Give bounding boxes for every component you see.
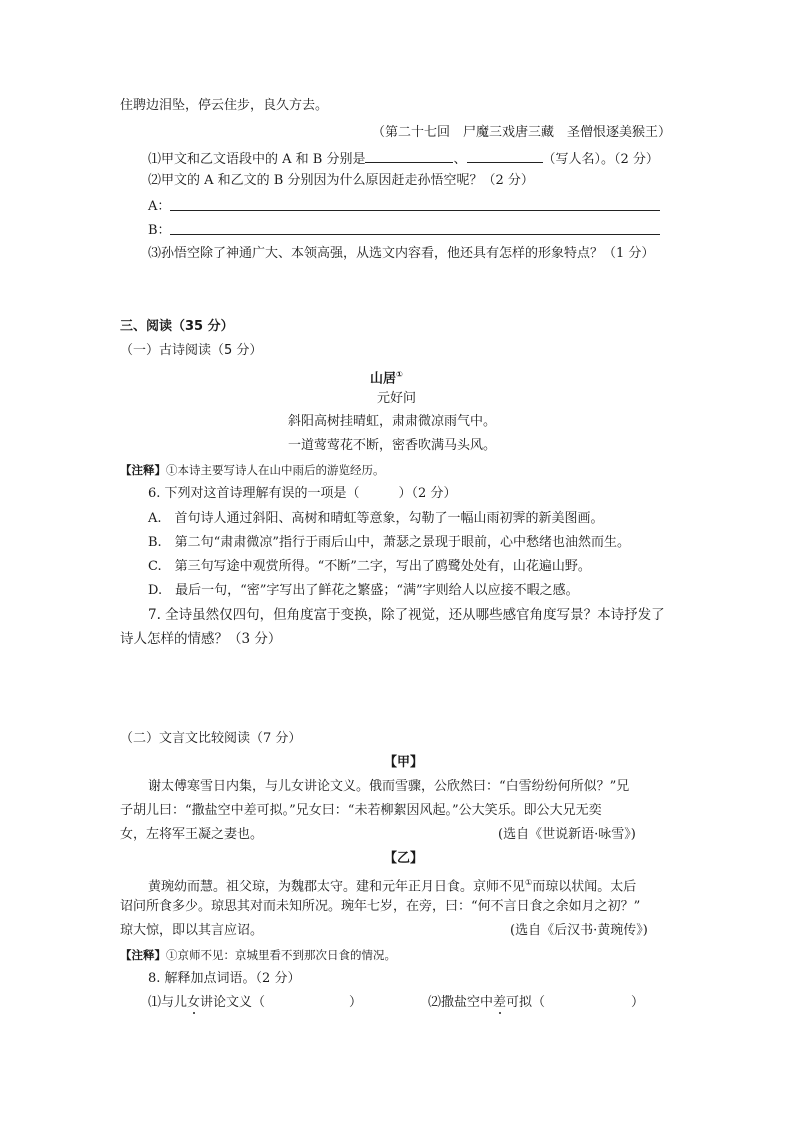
passage-line: [148, 874, 636, 896]
passage-line: 子胡儿曰：“撒盐空中差可拟。”兄女曰：“未若柳絮因风起。”公大笑乐。即公大兄无奕: [120, 803, 602, 818]
option-b: B. 第二句“肃肃微凉”指行于雨后山中，萧瑟之景现于眼前，心中愁绪也油然而生。: [148, 535, 630, 550]
annotation-label: 【注释】: [120, 948, 166, 962]
q8-text: 讲论文义（: [200, 995, 266, 1010]
passage-title-yi: 【乙】: [384, 851, 424, 866]
footnote-marker: ①: [525, 878, 533, 887]
passage-line: 诏问所食多少。琼思其对而未知所况。琬年七岁，在旁，曰：“何不言日食之余如月之初？”: [120, 899, 641, 914]
separator: 、: [453, 152, 467, 167]
passage-line: 谢太傅寒雪日内集，与儿女讲论文义。俄而雪骤，公欣然曰：“白雪纷纷何所似？”兄: [148, 779, 630, 794]
dotted-word: 差: [493, 995, 507, 1010]
passage-line: 女，左将军王凝之妻也。: [120, 827, 264, 842]
poem-title-text: 山居: [370, 371, 397, 387]
poem-line: 斜阳高树挂晴虹，肃肃微凉雨气中。: [288, 414, 497, 429]
q8-text: ⑵撒盐空中: [428, 995, 494, 1010]
option-d: D. 最后一句，“密”字写出了鲜花之繁盛；“满”字则给人以应接不暇之感。: [148, 583, 579, 598]
question-7: 7. 全诗虽然仅四句，但角度富于变换，除了视觉，还从哪些感官角度写景？本诗抒发了: [148, 607, 665, 623]
question-8: 8. 解释加点词语。（2 分）: [148, 971, 301, 986]
question-1: [148, 148, 659, 169]
source-citation: (选自《世说新语·咏雪》): [498, 827, 636, 842]
answer-label-b: B：: [148, 223, 171, 238]
subsection-heading: （一）古诗阅读（5 分）: [120, 343, 263, 358]
poem-author: 元好问: [377, 391, 417, 406]
source-citation: （第二十七回 尸魔三戏唐三藏 圣僧恨逐美猴王）: [372, 125, 672, 140]
question-3: ⑶孙悟空除了神通广大、本领高强，从选文内容看，他还具有怎样的形象特点？（1 分）: [148, 246, 655, 261]
poem-line: 一道莺莺花不断，密香吹满马头风。: [288, 438, 497, 453]
q8-text: 可拟（: [506, 995, 546, 1010]
question-2: ⑵甲文的 A 和乙文的 B 分别因为什么原因赶走孙悟空呢？（2 分）: [148, 173, 534, 188]
question-8-2: [428, 994, 644, 1012]
section-heading: 三、阅读（35 分）: [120, 319, 234, 334]
subsection-heading: （二）文言文比较阅读（7 分）: [120, 731, 302, 746]
answer-line-a[interactable]: [170, 210, 660, 211]
annotation-text: ①京师不见：京城里看不到那次日食的情况。: [166, 948, 396, 962]
answer-blank[interactable]: [365, 148, 453, 163]
annotation: [120, 461, 385, 479]
answer-blank[interactable]: [467, 148, 543, 163]
question-7-cont: 诗人怎样的情感？（3 分）: [120, 631, 282, 647]
poem-title: [370, 366, 403, 388]
q8-text: ）: [631, 995, 645, 1010]
passage-line: 琼大惊，即以其言应诏。: [120, 923, 264, 938]
option-c: C. 第三句写途中观赏所得。“不断”二字，写出了鸥鹭处处有，山花遍山野。: [148, 559, 591, 574]
passage-text: 黄琬幼而慧。祖父琼，为魏郡太守。建和元年正月日食。京师不见: [148, 879, 526, 895]
question-1-suffix: （写人名）。（2 分）: [542, 152, 659, 167]
annotation-text: ①本诗主要写诗人在山中雨后的游览经历。: [166, 463, 385, 477]
footnote-marker: ①: [396, 370, 403, 379]
annotation: [120, 946, 396, 964]
annotation-label: 【注释】: [120, 463, 166, 477]
source-citation: (选自《后汉书·黄琬传》): [510, 923, 648, 938]
question-6: 6. 下列对这首诗理解有误的一项是（ ）（2 分）: [148, 486, 457, 501]
option-a: A. 首句诗人通过斜阳、高树和晴虹等意象，勾勒了一幅山雨初霁的新美图画。: [148, 511, 604, 526]
passage-title-jia: 【甲】: [384, 755, 424, 770]
passage-text: 而琼以状闻。太后: [532, 879, 637, 895]
answer-label-a: A：: [148, 199, 171, 214]
text-line: 住聘边泪坠，停云住步，良久方去。: [120, 98, 329, 113]
q8-text: ）: [349, 995, 363, 1010]
q8-text: ⑴与儿: [148, 995, 188, 1010]
question-8-1: [148, 994, 362, 1012]
question-1-text: ⑴甲文和乙文语段中的 A 和 B 分别是: [148, 152, 366, 167]
dotted-word: 女: [187, 995, 201, 1010]
answer-line-b[interactable]: [170, 234, 660, 235]
